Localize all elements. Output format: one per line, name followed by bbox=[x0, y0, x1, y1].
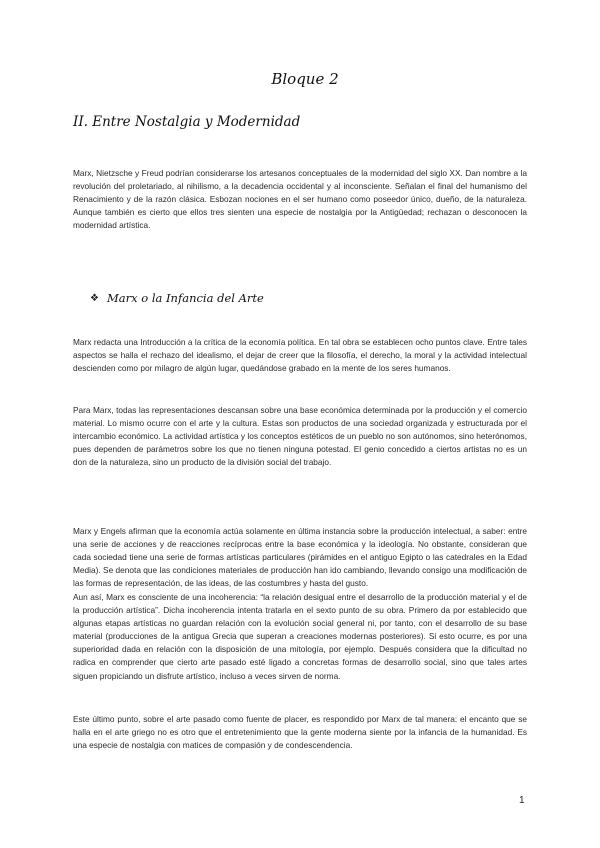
subsection-heading bbox=[90, 291, 264, 305]
section-title: II. Entre Nostalgia y Modernidad bbox=[73, 114, 301, 130]
paragraph-3: Marx y Engels afirman que la economía actúa solamente en última instancia sobre la producción intelectual, a saber: entre una serie de acciones y de reacciones recíprocas entre la base económica y la ideología. No obstante, consideran que cada sociedad tiene una serie de formas artísticas particulares (pirámides en el antiguo Egipto o las catedrales en la Edad Media). Se denota que las condiciones materiales de producción han ido cambiando, llevando consigo una modificación de las formas de representación, de las ideas, de las costumbres y hasta del gusto. bbox=[73, 526, 527, 589]
block-title: Bloque 2 bbox=[271, 70, 339, 88]
intro-paragraph: Marx, Nietzsche y Freud podrían considerarse los artesanos conceptuales de la modernidad del siglo XX. Dan nombre a la revolución del proletariado, al nihilismo, a la decadencia occidental y al inconsciente. Señalan el final del humanismo del Renacimiento y de la razón clásica. Esbozan nociones en el ser humano como poseedor único, dueño, de la naturaleza. Aunque también es cierto que ellos tres sienten una especie de nostalgia por la Antigüedad; rechazan o desconocen la modernidad artística. bbox=[73, 168, 527, 231]
page-number: 1 bbox=[519, 795, 525, 806]
paragraph-4: Aun así, Marx es consciente de una incoherencia: “la relación desigual entre el desarrollo de la producción material y el de la producción artística”. Dicha incoherencia intenta tratarla en el sexto punto de su obra. Primero da por establecido que algunas etapas artísticas no guardan relación con la evolución social general ni, por tanto, con el desarrollo de su base material (producciones de la antigua Grecia que superan a creaciones modernas posteriores). Si esto ocurre, es por una superioridad dada en relación con la disposición de una mitología, por ejemplo. Después considera que la dificultad no radica en comprender que cierto arte pasado esté ligado a concretas formas de desarrollo social, sino que tales artes siguen propiciando un disfrute artístico, incluso a veces sirven de norma. bbox=[73, 592, 527, 681]
diamond-bullet-icon: ❖ bbox=[90, 292, 99, 304]
paragraph-5: Este último punto, sobre el arte pasado como fuente de placer, es respondido por Marx de tal manera: el encanto que se halla en el arte griego no es otro que el entretenimiento que la gente moderna siente por la infancia de la humanidad. Es una especie de nostalgia con matices de compasión y de condescendencia. bbox=[73, 714, 527, 751]
paragraph-2: Para Marx, todas las representaciones descansan sobre una base económica determinada por la producción y el comercio material. Lo mismo ocurre con el arte y la cultura. Estas son productos de una sociedad organizada y estructurada por el intercambio económico. La actividad artística y los conceptos estéticos de un pueblo no son autónomos, sino heterónomos, pues dependen de parámetros sobre los que no tienen ninguna potestad. El genio concedido a ciertos artistas no es un don de la naturaleza, sino un producto de la división social del trabajo. bbox=[73, 405, 527, 468]
paragraph-1: Marx redacta una Introducción a la crítica de la economía política. En tal obra se establecen ocho puntos clave. Entre tales aspectos se halla el rechazo del idealismo, el dejar de creer que la filosofía, el derecho, la moral y la actividad intelectual descienden como por milagro de algún lugar, quedándose grabado en la mente de los seres humanos. bbox=[73, 337, 527, 374]
subsection-title: Marx o la Infancia del Arte bbox=[106, 291, 264, 305]
